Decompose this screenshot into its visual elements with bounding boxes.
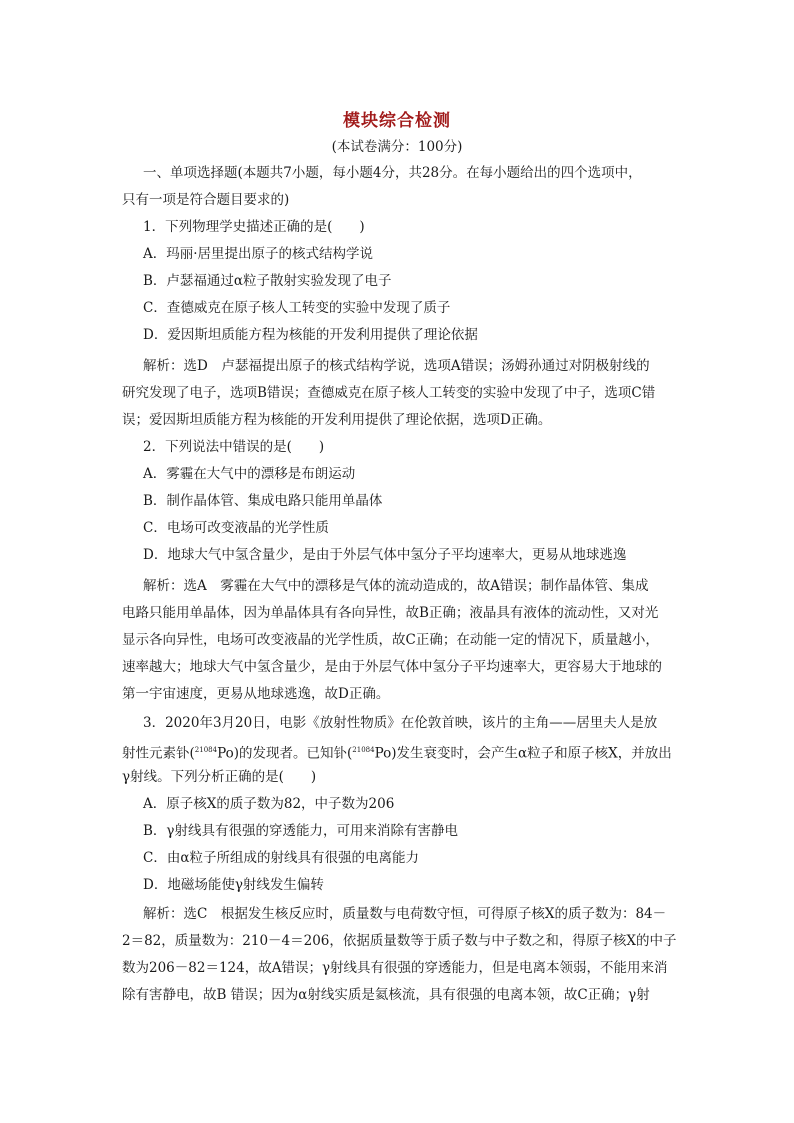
page-title: 模块综合检测 xyxy=(343,111,451,131)
analysis-line: 误；爱因斯坦质能方程为核能的开发利用提供了理论依据，选项D正确。 xyxy=(122,412,552,428)
question-2: 2．下列说法中错误的是( ) xyxy=(143,439,325,455)
option-d: D．地球大气中氢含量少，是由于外层气体中氢分子平均速率大，更易从地球逃逸 xyxy=(143,547,627,563)
isotope-mass-number: 210 xyxy=(352,746,366,754)
text-line: 一、单项选择题(本题共7小题，每小题4分，共28分。在每小题给出的四个选项中， xyxy=(143,165,642,181)
isotope-mass-number: 210 xyxy=(194,746,209,754)
option-d: D．爱因斯坦质能方程为核能的开发利用提供了理论依据 xyxy=(143,327,478,343)
option-b: B．卢瑟福通过α粒子散射实验发现了电子 xyxy=(143,273,392,289)
analysis-line: 速率越大；地球大气中氢含量少，是由于外层气体中氢分子平均速率大，更容易大于地球的 xyxy=(122,659,662,675)
analysis-line: 第一宇宙速度，更易从地球逃逸，故D正确。 xyxy=(122,686,390,702)
isotope-atomic-number: 84 xyxy=(365,746,375,754)
option-a: A．玛丽·居里提出原子的核式结构学说 xyxy=(143,246,374,262)
text-line: γ射线。下列分析正确的是( ) xyxy=(122,769,317,785)
option-a: A．雾霾在大气中的漂移是布朗运动 xyxy=(143,466,356,482)
text-fragment: 射性元素钋( xyxy=(122,745,195,762)
analysis-line: 解析：选D 卢瑟福提出原子的核式结构学说，选项A错误；汤姆孙通过对阴极射线的 xyxy=(143,358,650,374)
analysis-line: 研究发现了电子，选项B错误；查德威克在原子核人工转变的实验中发现了中子，选项C错 xyxy=(122,385,656,401)
text-fragment: Po)发生衰变时，会产生α粒子和原子核X，并放出 xyxy=(374,745,672,762)
option-c: C．查德威克在原子核人工转变的实验中发现了质子 xyxy=(143,300,451,316)
option-c: C．电场可改变液晶的光学性质 xyxy=(143,520,329,536)
analysis-line: 数为206－82＝124，故A错误；γ射线具有很强的穿透能力，但是电离本领弱，不能用来消 xyxy=(122,960,668,976)
isotope-atomic-number: 84 xyxy=(208,746,218,754)
text-line: 只有一项是符合题目要求的) xyxy=(122,192,290,208)
option-b: B．γ射线具有很强的穿透能力，可用来消除有害静电 xyxy=(143,823,458,839)
analysis-line: 显示各向异性，电场可改变液晶的光学性质，故C正确；在动能一定的情况下，质量越小， xyxy=(122,632,659,648)
question-3: 3．2020年3月20日，电影《放射性物质》在伦敦首映，该片的主角——居里夫人是放 xyxy=(143,715,658,731)
question-1: 1．下列物理学史描述正确的是( ) xyxy=(143,219,365,235)
analysis-line: 2＝82，质量数为：210－4＝206，依据质量数等于质子数与中子数之和，得原子核X的中子 xyxy=(122,933,677,949)
option-d: D．地磁场能使γ射线发生偏转 xyxy=(143,877,324,893)
option-b: B．制作晶体管、集成电路只能用单晶体 xyxy=(143,493,383,509)
text-fragment: Po)的发现者。已知钋( xyxy=(217,745,353,762)
analysis-line: 解析：选C 根据发生核反应时，质量数与电荷数守恒，可得原子核X的质子数为：84－ xyxy=(143,906,667,922)
option-a: A．原子核X的质子数为82，中子数为206 xyxy=(143,796,395,812)
page-subtitle: (本试卷满分：100分) xyxy=(331,139,463,155)
analysis-line: 解析：选A 雾霾在大气中的漂移是气体的流动造成的，故A错误；制作晶体管、集成 xyxy=(143,578,649,594)
option-c: C．由α粒子所组成的射线具有很强的电离能力 xyxy=(143,850,419,866)
analysis-line: 除有害静电，故B 错误；因为α射线实质是氦核流，具有很强的电离本领，故C正确；γ射 xyxy=(122,987,650,1003)
analysis-line: 电路只能用单晶体，因为单晶体具有各向异性，故B正确；液晶具有液体的流动性，又对光 xyxy=(122,605,659,621)
question-3-line xyxy=(122,740,672,764)
